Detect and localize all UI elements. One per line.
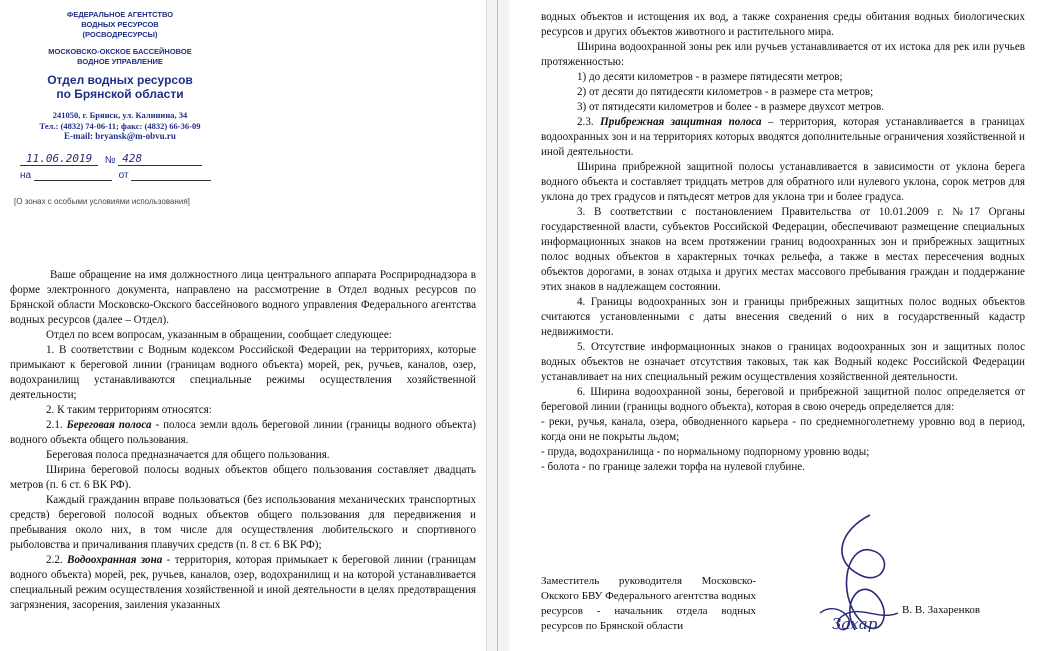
paragraph: 5. Отсутствие информационных знаков о границах водоохранных зон и защитных полос водных объектов не означает отсутствия таковых, так как Водный кодекс Российской Федерации устанавливает на них специальный режим осуществления хозяйственной деятельности. <box>541 341 1025 383</box>
letterhead-line: Отдел водных ресурсов <box>47 73 193 87</box>
on-field <box>34 168 112 181</box>
letterhead-line: Тел.: (4832) 74-06-11; факс: (4832) 66-36-09 <box>39 120 201 131</box>
paragraph <box>10 553 476 613</box>
letterhead-line: 241050, г. Брянск, ул. Калинина, 34 <box>52 110 188 120</box>
letterhead-agency <box>0 10 240 40</box>
letterhead-department <box>0 73 240 101</box>
paragraph: 4. Границы водоохранных зон и границы прибрежных защитных полос водных объектов считаются установленными с даты внесения сведений о них в государственный кадастр недвижимости. <box>541 296 1025 338</box>
signer-name: В. В. Захаренков <box>902 604 981 616</box>
letterhead-line: по Брянской области <box>56 87 184 101</box>
page-gutter <box>487 0 509 651</box>
term-definition: - полоса земли вдоль береговой линии (границы водного объекта) водного объекта общего пользования. <box>10 419 476 446</box>
registration-line-1 <box>20 153 202 166</box>
paragraph: - пруда, водохранилища - по нормальному подпорному уровню воды; <box>541 446 870 458</box>
letter-body-right <box>541 10 1025 475</box>
letterhead-line: МОСКОВСКО-ОКСКОЕ БАССЕЙНОВОЕ <box>48 47 192 56</box>
paragraph: Ваше обращение на имя должностного лица центрального аппарата Росприроднадзора в форме электронного документа, направлено на рассмотрение в Отдел водных ресурсов по Брянской области Московско-Окского бассейнового водного управления Федерального агентства водных ресурсов (далее – Отдел). <box>10 269 476 326</box>
from-label: от <box>118 170 129 181</box>
term: Водоохранная зона <box>67 554 163 566</box>
number-field <box>118 153 202 166</box>
letterhead-line: ФЕДЕРАЛЬНОЕ АГЕНТСТВО <box>66 10 174 19</box>
paragraph: 2) от десяти до пятидесяти километров - в размере ста метров; <box>577 86 874 98</box>
paragraph: Каждый гражданин вправе пользоваться (без использования механических транспортных средств) береговой полосой водных объектов общего пользования для передвижения и пребывания около них, в том числе для осуществления любительского и спортивного рыболовства и причаливания плавучих средств (п. 8 ст. 6 ВК РФ); <box>10 494 476 551</box>
term-definition: - территория, которая примыкает к береговой линии (границам водного объекта) морей, рек, ручьев, каналов, озер, водохранилищ и на которой устанавливается специальный режим осуществления хозяйственной и иной деятельности в целях предотвращения загрязнения, засорения, заиления указанных <box>10 554 476 611</box>
paragraph: Отдел по всем вопросам, указанным в обращении, сообщает следующее: <box>46 329 392 341</box>
paragraph: - болота - по границе залежи торфа на нулевой глубине. <box>541 461 805 473</box>
paragraph: 2. К таким территориям относятся: <box>46 404 212 416</box>
paragraph: 1. В соответствии с Водным кодексом Российской Федерации на территориях, которые примыкают к береговой линии (границам водного объекта) морей, рек, ручьев, каналов, озер, водохранилищ устанавливаются специальные режимы осуществления хозяйственной деятельности; <box>10 344 476 401</box>
letterhead-address <box>0 110 240 131</box>
paragraph-number: 2.2. <box>46 554 68 566</box>
paragraph: 3) от пятидесяти километров и более - в размере двухсот метров. <box>577 101 885 113</box>
paragraph: Ширина прибрежной защитной полосы устанавливается в зависимости от уклона берега водного объекта и составляет тридцать метров для обратного или нулевого уклона, сорок метров для уклона до трех градусов и пятьдесят метров для уклона три и более градуса. <box>541 161 1025 203</box>
paragraph: 6. Ширина водоохранной зоны, береговой и прибрежной защитной полос определяется от береговой линии (границы водного объекта), которая в свою очередь определяется для: <box>541 386 1025 413</box>
document-page-right <box>510 0 1051 651</box>
paragraph <box>10 418 476 448</box>
paragraph-number: 2.1. <box>46 419 67 431</box>
handwritten-number: 428 <box>122 152 143 165</box>
page-divider <box>497 0 498 651</box>
paragraph: - реки, ручья, канала, озера, обводненного карьера - по среднемноголетнему уровню вод в период, когда они не покрыты льдом; <box>541 416 1025 443</box>
handwritten-signature: Захар <box>832 615 878 633</box>
handwritten-date: 11.06.2019 <box>26 152 93 165</box>
letter-body-left <box>10 268 476 613</box>
paragraph: Ширина береговой полосы водных объектов общего пользования составляет двадцать метров (п. 6 ст. 6 ВК РФ). <box>10 464 476 491</box>
signature-scribble <box>800 505 940 645</box>
date-field <box>20 153 98 166</box>
paragraph <box>541 115 1025 160</box>
term-definition: – территория, которая устанавливается в границах водоохранных зон и на территориях которых вводятся дополнительные ограничения хозяйственной и иной деятельности. <box>541 116 1025 158</box>
subject-line: [О зонах с особыми условиями использования] <box>14 197 190 206</box>
letterhead-email: E-mail: bryansk@m-obvu.ru <box>64 131 176 141</box>
signer-position: Заместитель руководителя Московско-Окского БВУ Федерального агентства водных ресурсов - начальник отдела водных ресурсов по Брянской области <box>541 575 756 632</box>
term: Прибрежная защитная полоса <box>600 116 762 128</box>
paragraph-number: 2.3. <box>577 116 601 128</box>
paragraph: Береговая полоса предназначается для общего пользования. <box>46 449 330 461</box>
registration-line-2 <box>20 168 211 181</box>
on-label: на <box>20 170 32 181</box>
letterhead-line: (РОСВОДРЕСУРСЫ) <box>82 30 158 39</box>
paragraph: Ширина водоохранной зоны рек или ручьев устанавливается от их истока для рек или ручьев протяженностью: <box>541 41 1025 68</box>
document-page-left <box>0 0 487 651</box>
term: Береговая полоса <box>66 419 152 431</box>
paragraph: 1) до десяти километров - в размере пятидесяти метров; <box>577 71 843 83</box>
paragraph: водных объектов и истощения их вод, а также сохранения среды обитания водных биологических ресурсов и других объектов животного и растительного мира. <box>541 11 1025 38</box>
paragraph: 3. В соответствии с постановлением Правительства от 10.01.2009 г. №17 Органы государственной власти, субъектов Российской Федерации, обеспечивают размещение специальных информационных знаков на всем протяжении границ водоохранных зон и прибрежных защитных полос водных объектов в характерных точках рельефа, а также в местах пересечения водных объектов дорогами, в зонах отдыха и других местах массового пребывания граждан и поддержание этих знаков в надлежащем состоянии. <box>541 206 1025 293</box>
letterhead-line: ВОДНОЕ УПРАВЛЕНИЕ <box>77 57 163 66</box>
letterhead-line: ВОДНЫХ РЕСУРСОВ <box>81 20 159 29</box>
number-label: № <box>104 155 116 166</box>
letterhead-basin <box>0 47 240 67</box>
from-field <box>131 168 211 181</box>
